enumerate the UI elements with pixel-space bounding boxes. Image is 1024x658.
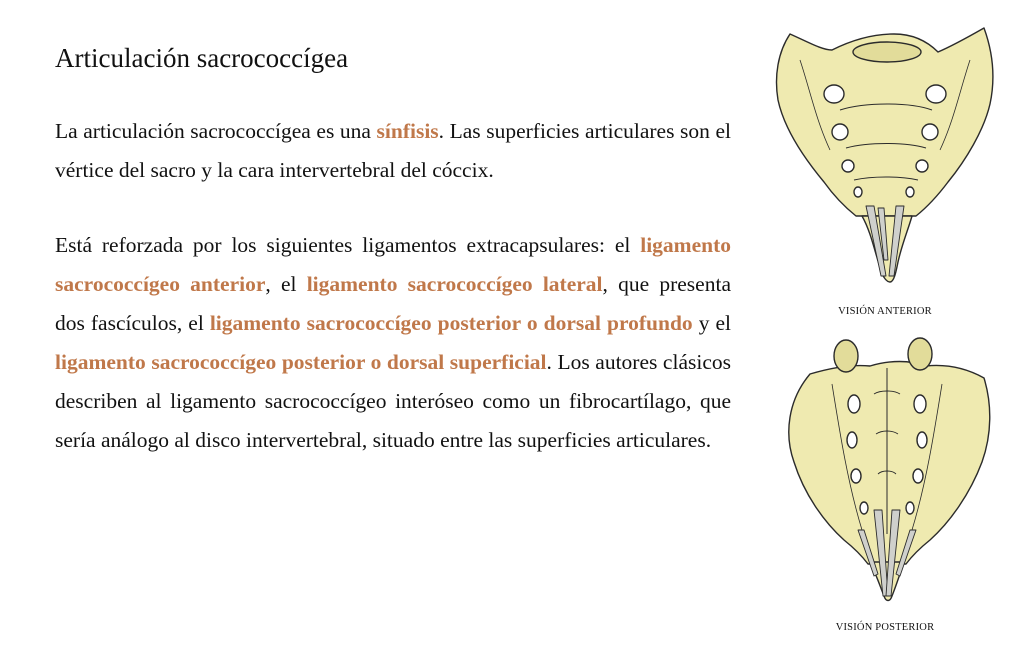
paragraph-1: [55, 112, 731, 190]
foramen: [848, 395, 860, 413]
sacrum-anterior-illustration: [770, 20, 1000, 292]
foramen: [906, 187, 914, 197]
paragraph-2: [55, 226, 731, 460]
link-ligamento-posterior-superficial[interactable]: ligamento sacrococcígeo posterior o dorsal superficial: [55, 350, 547, 375]
paragraph-text: La articulación sacrococcígea es una: [55, 119, 377, 144]
paragraph-text: y el: [692, 311, 731, 336]
foramen: [847, 432, 857, 448]
figure-posterior: [770, 334, 1000, 633]
foramen: [832, 124, 848, 140]
foramen: [926, 85, 946, 103]
foramen: [842, 160, 854, 172]
articular-process: [834, 340, 858, 372]
sacral-base: [853, 42, 921, 62]
link-sinfisis[interactable]: sínfisis: [376, 119, 439, 144]
paragraph-text: Está reforzada por los siguientes ligamentos extracapsulares: el: [55, 233, 641, 258]
link-ligamento-anterior[interactable]: ligamento sacrococcígeo anterior: [55, 233, 731, 297]
foramen: [824, 85, 844, 103]
foramen: [913, 469, 923, 483]
paragraph-text: , el: [265, 272, 307, 297]
foramen: [906, 502, 914, 514]
article: [55, 42, 731, 496]
foramen: [922, 124, 938, 140]
caption-anterior: VISIÓN ANTERIOR: [838, 306, 932, 317]
foramen: [860, 502, 868, 514]
foramen: [914, 395, 926, 413]
caption-posterior: VISIÓN POSTERIOR: [835, 622, 935, 633]
figure-anterior: [770, 20, 1000, 317]
sacrum-posterior-illustration: [770, 334, 1000, 610]
foramen: [917, 432, 927, 448]
page-title: Articulación sacrococcígea: [55, 43, 349, 73]
foramen: [851, 469, 861, 483]
link-ligamento-posterior-profundo[interactable]: ligamento sacrococcígeo posterior o dorsal profundo: [209, 311, 693, 336]
paragraph-text: . Los autores clásicos describen al ligamento sacrococcígeo interóseo como un fibrocartílago, que sería análogo al disco intervertebral, situado entre las superficies articulares.: [55, 350, 731, 453]
articular-process: [908, 338, 932, 370]
sacrum-body: [789, 362, 990, 565]
foramen: [854, 187, 862, 197]
paragraph-text: , que presenta dos fascículos, el: [55, 272, 731, 336]
foramen: [916, 160, 928, 172]
link-ligamento-lateral[interactable]: ligamento sacrococcígeo lateral: [306, 272, 603, 297]
paragraph-text: . Las superficies articulares son el vértice del sacro y la cara intervertebral del cóccix.: [55, 119, 731, 183]
